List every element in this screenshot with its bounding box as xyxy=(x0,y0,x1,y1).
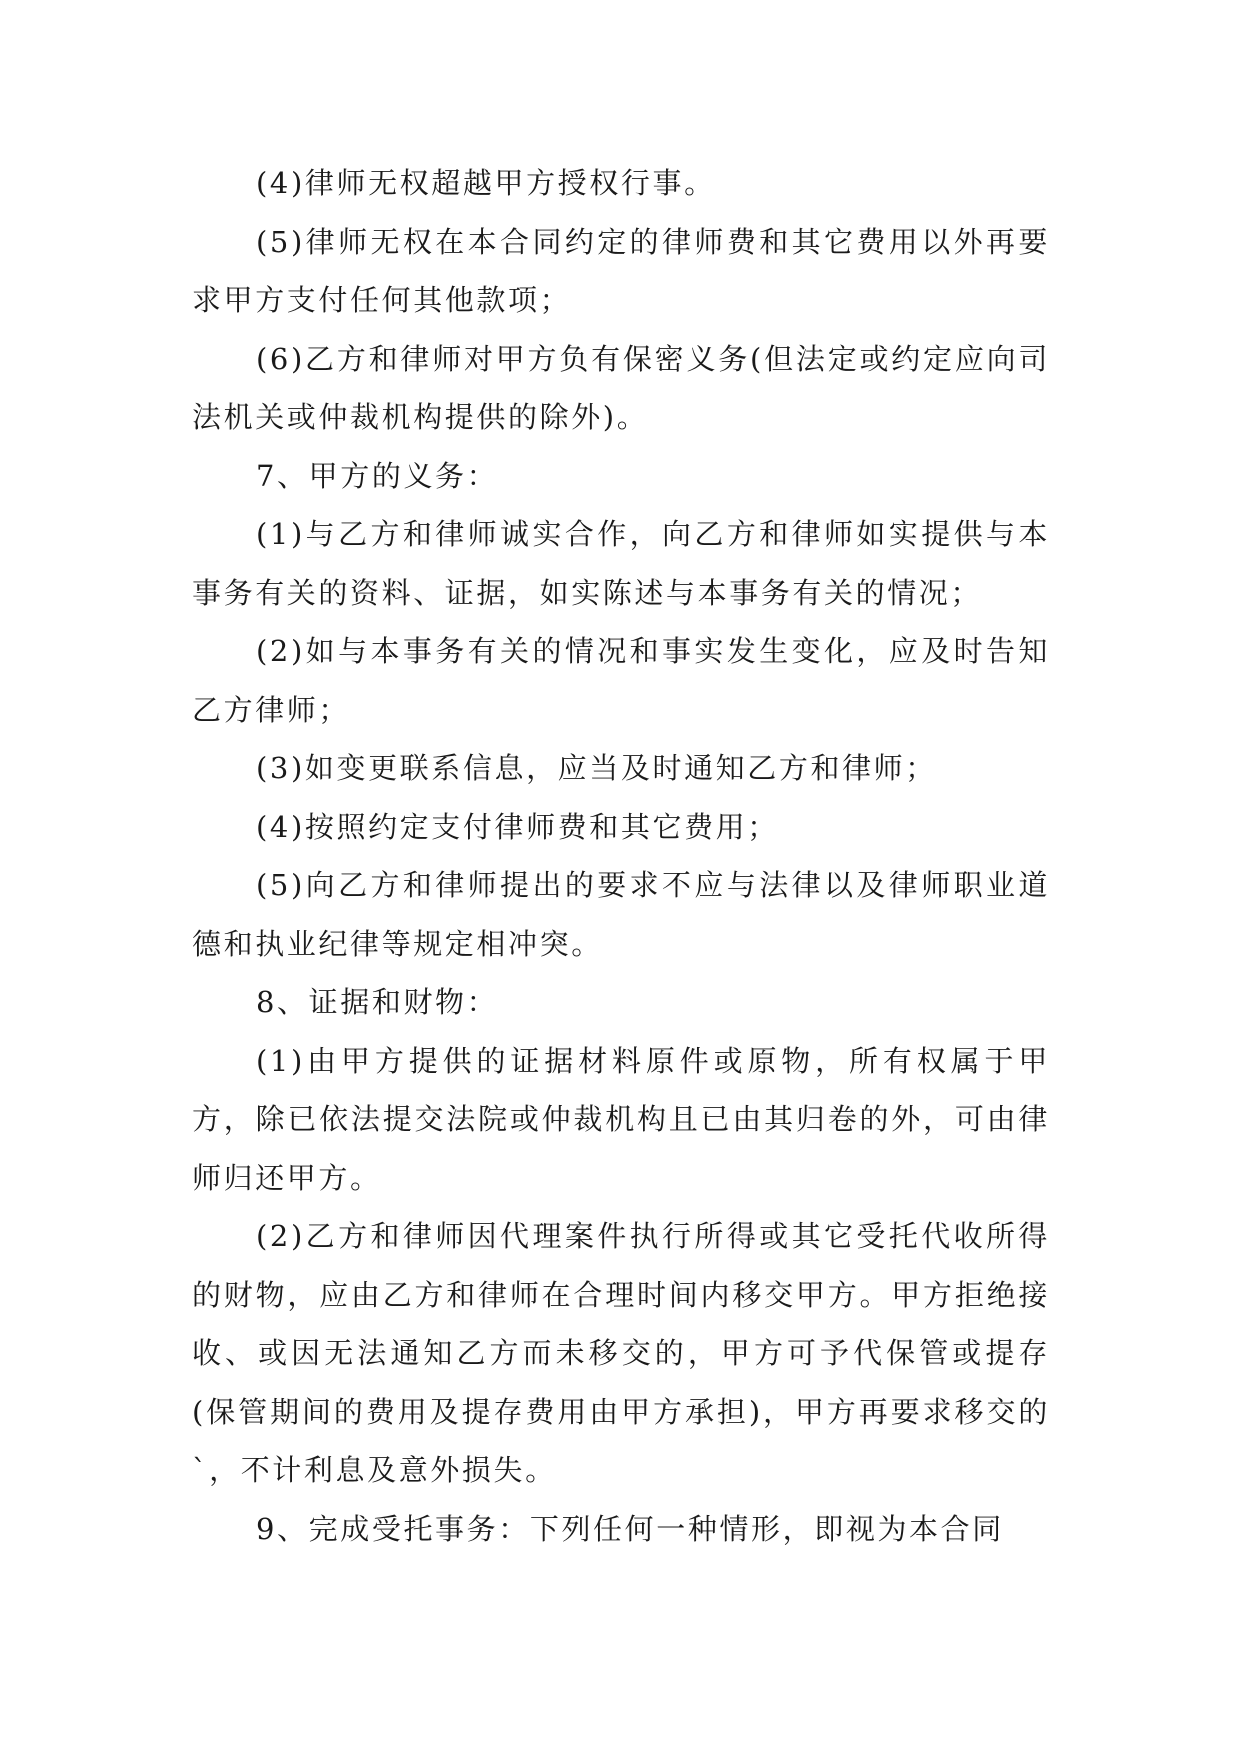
clause-6-6: (6)乙方和律师对甲方负有保密义务(但法定或约定应向司法机关或仲裁机构提供的除外)。 xyxy=(192,341,1050,434)
clause-7-1: (1)与乙方和律师诚实合作，向乙方和律师如实提供与本事务有关的资料、证据，如实陈述与本事务有关的情况； xyxy=(192,517,1050,610)
clause-7-5: (5)向乙方和律师提出的要求不应与法律以及律师职业道德和执业纪律等规定相冲突。 xyxy=(192,868,1050,961)
clause-7-3: (3)如变更联系信息，应当及时通知乙方和律师； xyxy=(256,751,937,785)
clause-8-2: (2)乙方和律师因代理案件执行所得或其它受托代收所得的财物，应由乙方和律师在合理时间内移交甲方。甲方拒绝接收、或因无法通知乙方而未移交的，甲方可予代保管或提存(保管期间的费用及提存费用由甲方承担)，甲方再要求移交的`，不计利息及意外损失。 xyxy=(192,1219,1050,1487)
section-7-heading: 7、甲方的义务： xyxy=(256,458,499,493)
section-8-heading: 8、证据和财物： xyxy=(256,985,499,1019)
clause-7-2: (2)如与本事务有关的情况和事实发生变化，应及时告知乙方律师； xyxy=(192,634,1050,727)
clause-6-5: (5)律师无权在本合同约定的律师费和其它费用以外再要求甲方支付任何其他款项； xyxy=(192,224,1050,317)
clause-8-1: (1)由甲方提供的证据材料原件或原物，所有权属于甲方，除已依法提交法院或仲裁机构且已由其归卷的外，可由律师归还甲方。 xyxy=(192,1043,1050,1195)
document-body xyxy=(192,154,1050,1558)
section-9-heading: 9、完成受托事务：下列任何一种情形，即视为本合同 xyxy=(256,1511,1004,1546)
clause-7-4: (4)按照约定支付律师费和其它费用； xyxy=(256,809,779,844)
clause-6-4: (4)律师无权超越甲方授权行事。 xyxy=(256,166,716,200)
